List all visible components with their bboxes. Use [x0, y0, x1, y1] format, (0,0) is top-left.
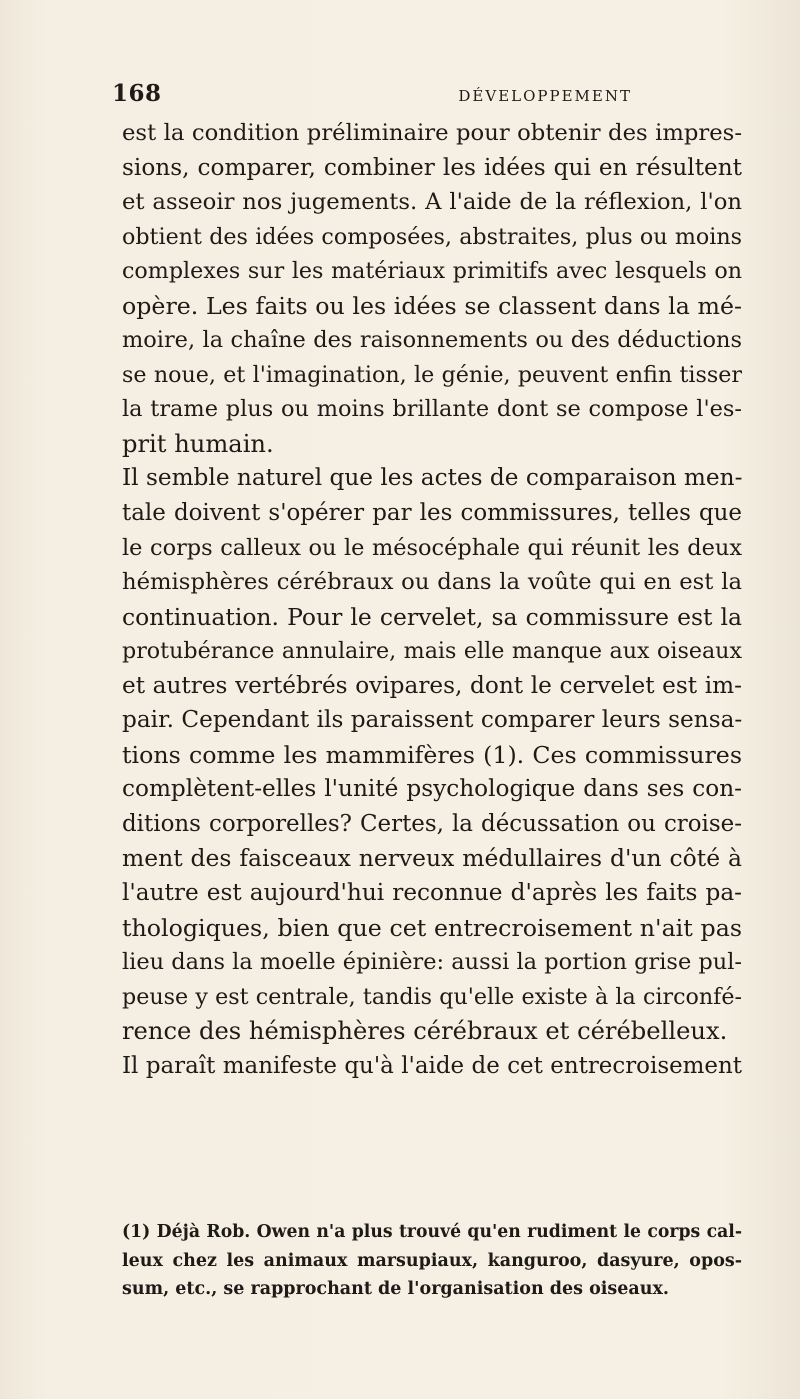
text-line: complètent-elles l'unité psychologique dans ses con- — [122, 775, 742, 803]
text-line: et asseoir nos jugements. A l'aide de la réflexion, l'on — [122, 189, 742, 216]
page-header — [112, 80, 732, 107]
text-line: continuation. Pour le cervelet, sa commissure est la — [122, 602, 742, 631]
running-title: DÉVELOPPEMENT — [458, 87, 632, 105]
text-line: Il semble naturel que les actes de comparaison men- — [122, 464, 743, 492]
page-number: 168 — [112, 80, 162, 107]
text-line: se noue, et l'imagination, le génie, peuvent enfin tisser — [122, 361, 742, 388]
text-line: rence des hémisphères cérébraux et cérébelleux. — [122, 1017, 728, 1046]
text-line: complexes sur les matériaux primitifs avec lesquels on — [122, 258, 742, 285]
text-line: lieu dans la moelle épinière: aussi la portion grise pul- — [122, 949, 742, 976]
text-line: thologiques, bien que cet entrecroisement n'ait pas — [122, 913, 742, 942]
text-line: Il paraît manifeste qu'à l'aide de cet entrecroisement — [122, 1052, 742, 1079]
text-line: ditions corporelles? Certes, la décussation ou croise- — [122, 810, 742, 837]
footnote-line: sum, etc., se rapprochant de l'organisation des oiseaux. — [122, 1279, 669, 1299]
footnote-line: (1) Déjà Rob. Owen n'a plus trouvé qu'en rudiment le corps cal- — [122, 1222, 742, 1242]
text-line: l'autre est aujourd'hui reconnue d'après les faits pa- — [122, 879, 742, 907]
text-line: sions, comparer, combiner les idées qui en résultent — [122, 153, 742, 181]
body-text — [122, 116, 742, 1083]
text-line: pair. Cependant ils paraissent comparer leurs sensa- — [122, 706, 743, 734]
text-line: et autres vertébrés ovipares, dont le cervelet est im- — [122, 671, 742, 699]
text-line: obtient des idées composées, abstraites, plus ou moins — [122, 223, 742, 250]
footnote — [122, 1218, 742, 1304]
text-line: protubérance annulaire, mais elle manque aux oiseaux — [122, 638, 742, 665]
text-line: prit humain. — [122, 429, 274, 458]
text-line: peuse y est centrale, tandis qu'elle existe à la circonfé- — [122, 983, 742, 1010]
text-line: hémisphères cérébraux ou dans la voûte qui en est la — [122, 569, 742, 596]
text-line: tale doivent s'opérer par les commissures, telles que — [122, 500, 742, 527]
text-line: ment des faisceaux nerveux médullaires d'un côté à — [122, 844, 742, 873]
text-line: est la condition préliminaire pour obtenir des impres- — [122, 120, 742, 146]
footnote-line: leux chez les animaux marsupiaux, kanguroo, dasyure, opos- — [122, 1250, 742, 1271]
text-line: tions comme les mammifères (1). Ces commissures — [122, 740, 742, 769]
text-line: le corps calleux ou le mésocéphale qui réunit les deux — [122, 534, 742, 561]
text-line: la trame plus ou moins brillante dont se compose l'es- — [122, 396, 742, 423]
text-line: opère. Les faits ou les idées se classent dans la mé- — [122, 291, 742, 320]
text-line: moire, la chaîne des raisonnements ou des déductions — [122, 327, 742, 354]
